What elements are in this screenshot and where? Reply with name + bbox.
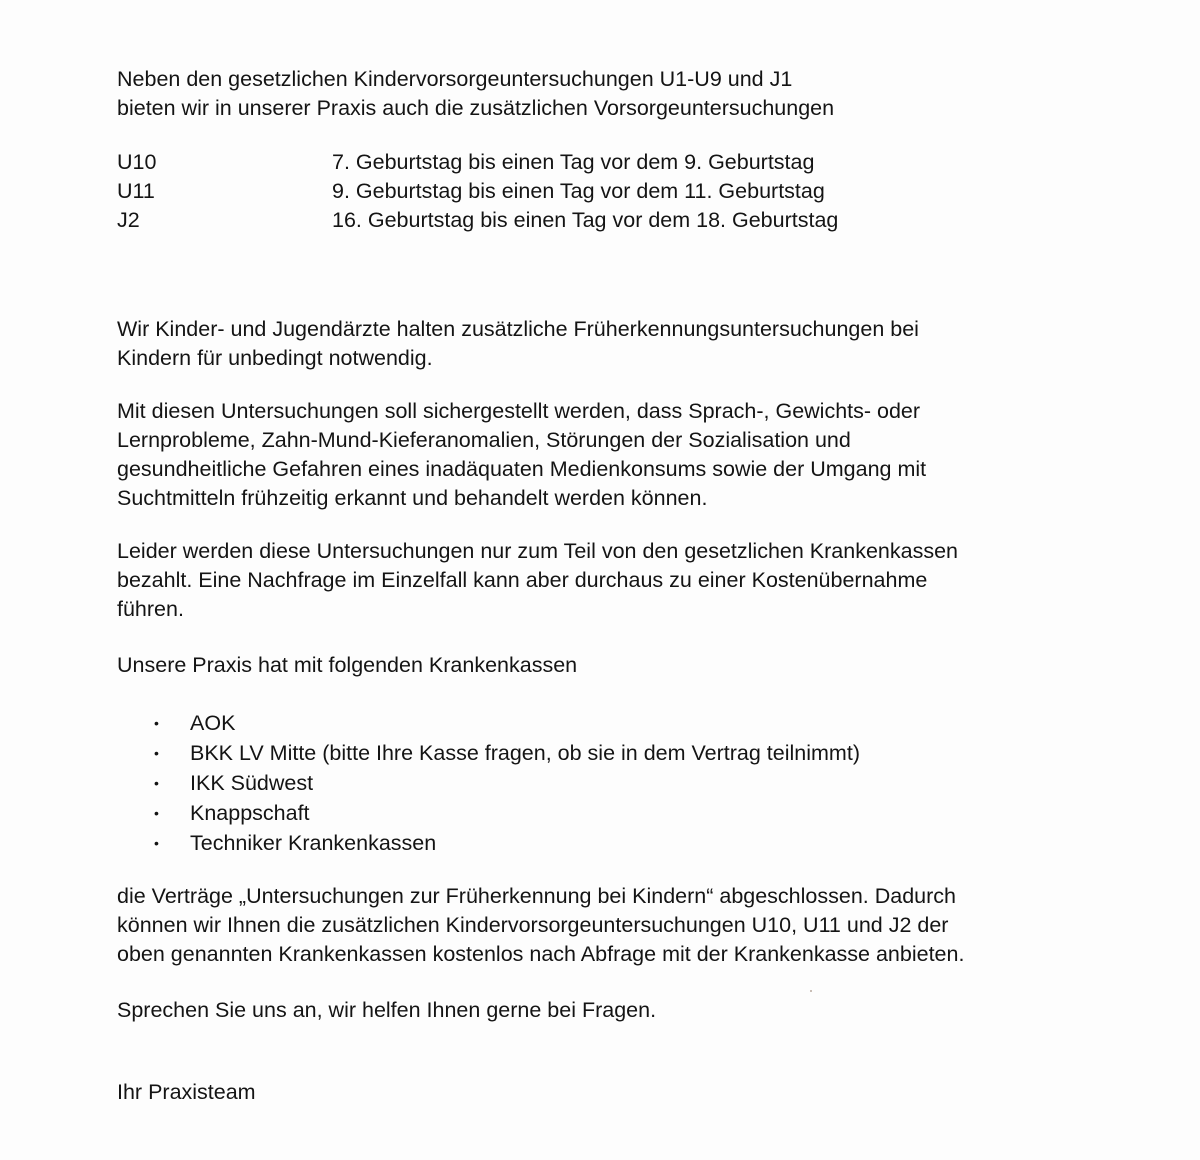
- paragraph-line: die Verträge „Untersuchungen zur Früherkennung bei Kindern“ abgeschlossen. Dadurch: [117, 884, 957, 908]
- contact-paragraph: [117, 996, 1117, 1025]
- bullet-icon: •: [154, 835, 159, 851]
- purpose-paragraph: [117, 397, 1117, 513]
- bullet-icon: •: [154, 775, 159, 791]
- list-item: [117, 769, 1117, 799]
- insurer-name: AOK: [190, 711, 236, 735]
- intro-line: Neben den gesetzlichen Kindervorsorgeuntersuchungen U1-U9 und J1: [117, 67, 793, 91]
- paragraph-line: oben genannten Krankenkassen kostenlos nach Abfrage mit der Krankenkasse anbieten.: [117, 942, 965, 966]
- exam-table: [117, 148, 1117, 235]
- intro-line: bieten wir in unserer Praxis auch die zusätzlichen Vorsorgeuntersuchungen: [117, 96, 835, 120]
- signature-text: Ihr Praxisteam: [117, 1080, 256, 1104]
- exam-age-range: 16. Geburtstag bis einen Tag vor dem 18. Geburtstag: [332, 208, 839, 232]
- intro-paragraph: [117, 65, 1117, 123]
- paragraph-line: Lernprobleme, Zahn-Mund-Kieferanomalien, Störungen der Sozialisation und: [117, 428, 851, 452]
- contracts-paragraph: [117, 882, 1117, 969]
- bullet-icon: •: [154, 745, 159, 761]
- exam-code: U11: [117, 179, 155, 203]
- list-item: [117, 799, 1117, 829]
- signature: [117, 1078, 1117, 1107]
- paragraph-line: Kindern für unbedingt notwendig.: [117, 346, 433, 370]
- paragraph-line: gesundheitliche Gefahren eines inadäquaten Medienkonsums sowie der Umgang mit: [117, 457, 927, 481]
- insurer-name: IKK Südwest: [190, 771, 314, 795]
- paragraph-line: Unsere Praxis hat mit folgenden Krankenkassen: [117, 653, 578, 677]
- paragraph-line: können wir Ihnen die zusätzlichen Kindervorsorgeuntersuchungen U10, U11 und J2 der: [117, 913, 949, 937]
- insurers-list: [117, 709, 1117, 859]
- insurer-name: BKK LV Mitte (bitte Ihre Kasse fragen, ob sie in dem Vertrag teilnimmt): [190, 741, 860, 765]
- paragraph-line: Sprechen Sie uns an, wir helfen Ihnen gerne bei Fragen.: [117, 998, 657, 1022]
- exam-row: [117, 206, 1117, 235]
- payment-paragraph: [117, 537, 1117, 624]
- insurer-name: Knappschaft: [190, 801, 310, 825]
- paragraph-line: Leider werden diese Untersuchungen nur zum Teil von den gesetzlichen Krankenkassen: [117, 539, 959, 563]
- paragraph-line: Mit diesen Untersuchungen soll sichergestellt werden, dass Sprach-, Gewichts- oder: [117, 399, 921, 423]
- paragraph-line: bezahlt. Eine Nachfrage im Einzelfall kann aber durchaus zu einer Kostenübernahme: [117, 568, 928, 592]
- exam-code: J2: [117, 208, 140, 232]
- exam-age-range: 9. Geburtstag bis einen Tag vor dem 11. Geburtstag: [332, 179, 825, 203]
- exam-age-range: 7. Geburtstag bis einen Tag vor dem 9. Geburtstag: [332, 150, 815, 174]
- insurer-name: Techniker Krankenkassen: [190, 831, 437, 855]
- list-item: [117, 739, 1117, 769]
- necessity-paragraph: [117, 315, 1117, 373]
- bullet-icon: •: [154, 715, 159, 731]
- paragraph-line: führen.: [117, 597, 184, 621]
- paragraph-line: Wir Kinder- und Jugendärzte halten zusätzliche Früherkennungsuntersuchungen bei: [117, 317, 919, 341]
- list-item: [117, 709, 1117, 739]
- scan-speck: [810, 990, 812, 992]
- exam-row: [117, 148, 1117, 177]
- bullet-icon: •: [154, 805, 159, 821]
- insurers-intro: [117, 651, 1117, 680]
- list-item: [117, 829, 1117, 859]
- exam-row: [117, 177, 1117, 206]
- paragraph-line: Suchtmitteln frühzeitig erkannt und behandelt werden können.: [117, 486, 708, 510]
- exam-code: U10: [117, 150, 157, 174]
